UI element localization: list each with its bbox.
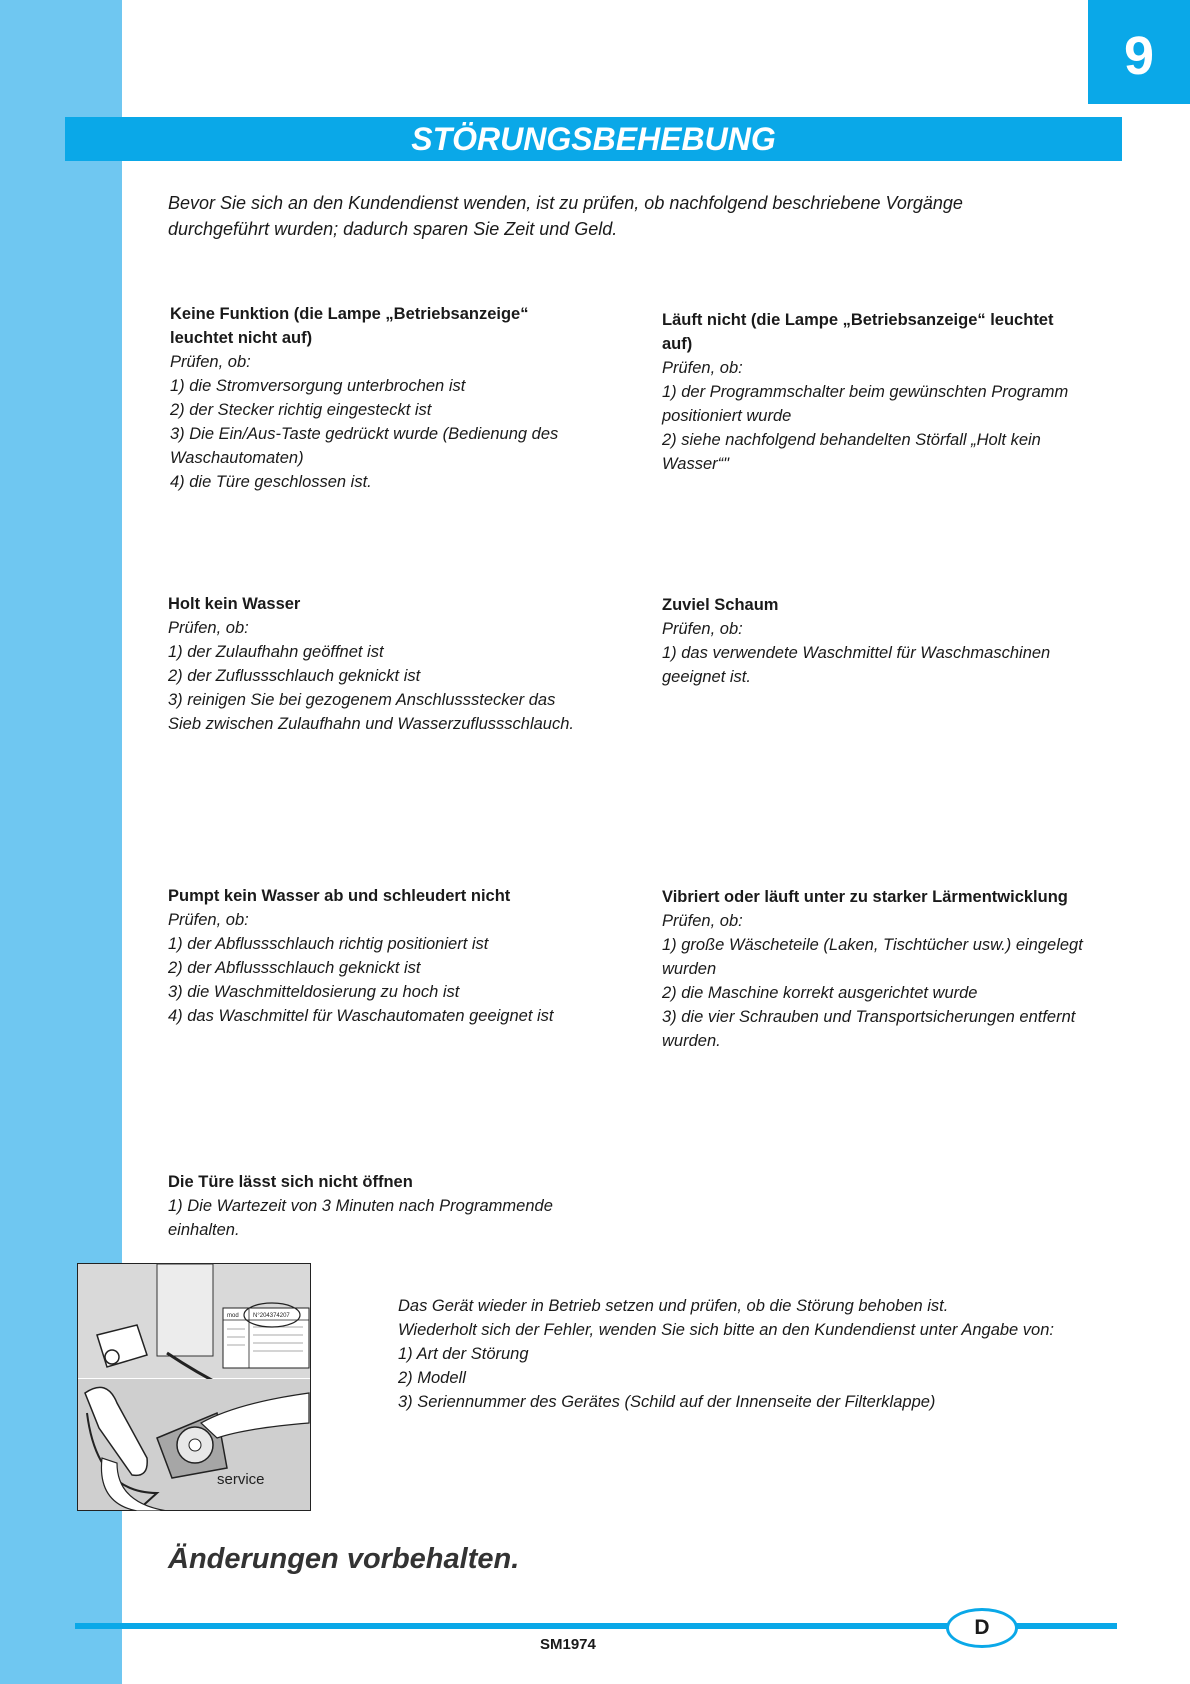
section-heading: Die Türe lässt sich nicht öffnen [168, 1173, 413, 1191]
language-badge: D [946, 1608, 1018, 1648]
intro-line: Bevor Sie sich an den Kundendienst wenden, ist zu prüfen, ob nachfolgend beschriebene Vorgänge [168, 193, 963, 213]
section-line: 4) das Waschmittel für Waschautomaten geeignet ist [168, 1007, 554, 1025]
service-note [398, 1294, 1138, 1414]
page-title: STÖRUNGSBEHEBUNG [65, 117, 1122, 161]
document-code: SM1974 [540, 1636, 596, 1653]
note-line: Das Gerät wieder in Betrieb setzen und prüfen, ob die Störung behoben ist. [398, 1297, 949, 1315]
section-line: geeignet ist. [662, 668, 751, 686]
section-line: Prüfen, ob: [168, 619, 249, 637]
section-line: 1) der Abflussschlauch richtig positioniert ist [168, 935, 489, 953]
plate-head: mod [227, 1313, 239, 1319]
section-heading: Vibriert oder läuft unter zu starker Lärmentwicklung [662, 888, 1068, 906]
section-line: 1) der Zulaufhahn geöffnet ist [168, 643, 384, 661]
section-line: Prüfen, ob: [662, 912, 743, 930]
intro-text [168, 190, 1088, 242]
section-line: Sieb zwischen Zulaufhahn und Wasserzuflussschlauch. [168, 715, 574, 733]
service-illustration [77, 1263, 311, 1511]
section-line: 4) die Türe geschlossen ist. [170, 473, 372, 491]
intro-line: durchgeführt wurden; dadurch sparen Sie Zeit und Geld. [168, 219, 618, 239]
service-label: service [217, 1471, 265, 1488]
section-line: Prüfen, ob: [168, 911, 249, 929]
section-line: 2) die Maschine korrekt ausgerichtet wurde [662, 984, 978, 1002]
section-heading: Keine Funktion (die Lampe „Betriebsanzeige“ [170, 305, 529, 323]
section-line: Waschautomaten) [170, 449, 304, 467]
section-line: 2) der Stecker richtig eingesteckt ist [170, 401, 432, 419]
changes-reserved-note: Änderungen vorbehalten. [168, 1543, 520, 1575]
note-line: 3) Seriennummer des Gerätes (Schild auf der Innenseite der Filterklappe) [398, 1393, 936, 1411]
section-line: 3) reinigen Sie bei gezogenem Anschlussstecker das [168, 691, 556, 709]
section-line: 3) die vier Schrauben und Transportsicherungen entfernt [662, 1008, 1076, 1026]
section-line: 2) siehe nachfolgend behandelten Störfall „Holt kein [662, 431, 1041, 449]
section-line: Wasser“" [662, 455, 729, 473]
section-heading: Pumpt kein Wasser ab und schleudert nicht [168, 887, 511, 905]
section-line: 3) Die Ein/Aus-Taste gedrückt wurde (Bedienung des [170, 425, 559, 443]
section-laeuft-nicht [662, 308, 1132, 476]
section-keine-funktion [170, 302, 600, 494]
section-holt-kein-wasser [168, 592, 608, 736]
filter-knob [105, 1350, 119, 1364]
note-line: Wiederholt sich der Fehler, wenden Sie sich bitte an den Kundendienst unter Angabe von: [398, 1321, 1054, 1339]
section-line: Prüfen, ob: [170, 353, 251, 371]
section-heading: Zuviel Schaum [662, 596, 779, 614]
section-heading: leuchtet nicht auf) [170, 329, 313, 347]
section-line: 1) das verwendete Waschmittel für Waschmaschinen [662, 644, 1051, 662]
note-line: 2) Modell [398, 1369, 466, 1387]
section-line: wurden [662, 960, 717, 978]
section-line: positioniert wurde [662, 407, 792, 425]
section-heading: auf) [662, 335, 693, 353]
section-line: 3) die Waschmitteldosierung zu hoch ist [168, 983, 460, 1001]
section-line: 1) große Wäscheteile (Laken, Tischtücher usw.) eingelegt [662, 936, 1083, 954]
section-heading: Läuft nicht (die Lampe „Betriebsanzeige“ leuchtet [662, 311, 1054, 329]
section-tuere [168, 1170, 618, 1242]
section-pumpt-kein-wasser [168, 884, 618, 1028]
section-line: 1) Die Wartezeit von 3 Minuten nach Programmende [168, 1197, 553, 1215]
section-line: 1) der Programmschalter beim gewünschten Programm [662, 383, 1069, 401]
section-line: einhalten. [168, 1221, 240, 1239]
section-heading: Holt kein Wasser [168, 595, 301, 613]
section-line: 2) der Abflussschlauch geknickt ist [168, 959, 421, 977]
section-line: 1) die Stromversorgung unterbrochen ist [170, 377, 466, 395]
section-line: wurden. [662, 1032, 721, 1050]
section-vibriert [662, 885, 1142, 1053]
plate-label: N°204374207 [253, 1313, 290, 1319]
section-line: 2) der Zuflussschlauch geknickt ist [168, 667, 421, 685]
section-line: Prüfen, ob: [662, 620, 743, 638]
section-line: Prüfen, ob: [662, 359, 743, 377]
chapter-number: 9 [1088, 0, 1190, 104]
section-zuviel-schaum [662, 593, 1132, 689]
washing-machine-body [157, 1264, 213, 1356]
note-line: 1) Art der Störung [398, 1345, 529, 1363]
